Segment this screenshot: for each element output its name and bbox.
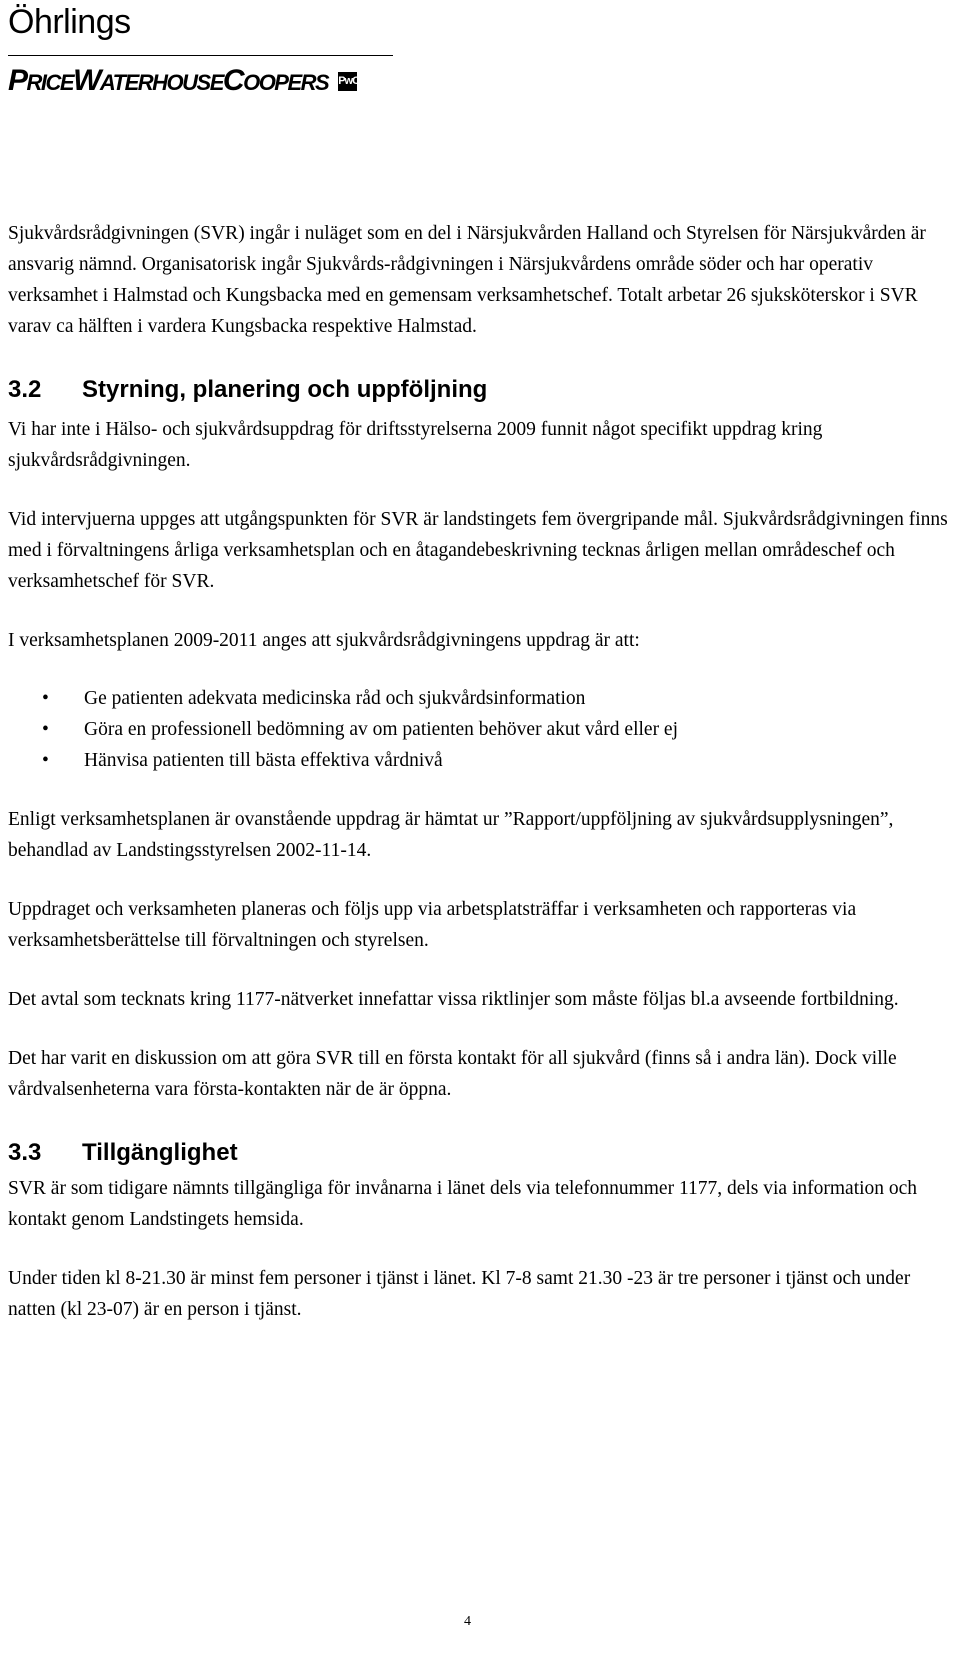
section-heading-3-3: 3.3 Tillgänglighet [8,1139,238,1166]
paragraph: Uppdraget och verksamheten planeras och följs upp via arbetsplatsträffar i verksamheten och rapporteras via verksamhetsberättelse till förvaltningen och styrelsen. [8,899,857,951]
paragraph: Vid intervjuerna uppges att utgångspunkten för SVR är landstingets fem övergripande mål. Sjukvårdsrådgivningen finns med i förvaltningens årliga verksamhetsplan och en åtagandebeskrivning tecknas årligen mellan områdeschef och verksamhetschef för SVR. [8,509,948,592]
document-body [8,218,953,1325]
paragraph: Vi har inte i Hälso- och sjukvårdsuppdrag för driftsstyrelserna 2009 funnit något specifikt uppdrag kring sjukvårdsrådgivningen. [8,419,823,471]
brand-divider [8,55,393,56]
paragraph: I verksamhetsplanen 2009-2011 anges att sjukvårdsrådgivningens uppdrag är att: [8,630,640,651]
bullet-icon: • [42,688,49,709]
bullet-list [8,683,953,776]
bullet-icon: • [42,750,49,771]
brand-mark-icon: PwC [338,72,357,91]
paragraph: Sjukvårdsrådgivningen (SVR) ingår i nuläget som en del i Närsjukvården Halland och Styrelsen för Närsjukvården är ansvarig nämnd. Organisatorisk ingår Sjukvårds-rådgivningen i Närsjukvårdens område söder och har operativ verksamhet i Halmstad och Kungsbacka med en gemensam verksamhetschef. Totalt arbetar 26 sjuksköterskor i SVR varav ca hälften i vardera Kungsbacka respektive Halmstad. [8,223,926,337]
list-item: • Hänvisa patienten till bästa effektiva vårdnivå [8,745,953,776]
page-number: 4 [464,1614,471,1629]
bullet-icon: • [42,719,49,740]
paragraph: Det har varit en diskussion om att göra SVR till en första kontakt för all sjukvård (finns så i andra län). Dock ville vårdvalsenheterna vara första-kontakten när de är öppna. [8,1048,897,1100]
header-logo [8,0,388,97]
paragraph: Under tiden kl 8-21.30 är minst fem personer i tjänst i länet. Kl 7-8 samt 21.30 -23 är tre personer i tjänst och under natten (kl 23-07) är en person i tjänst. [8,1268,911,1320]
list-item: • Ge patienten adekvata medicinska råd och sjukvårdsinformation [8,683,953,714]
brand-name-ohrlings: Öhrlings [8,3,131,41]
paragraph: Enligt verksamhetsplanen är ovanstående uppdrag är hämtat ur ”Rapport/uppföljning av sjukvårdsupplysningen”, behandlad av Landstingsstyrelsen 2002-11-14. [8,809,894,861]
brand-name-pricewaterhousecoopers: PRICEWATERHOUSECOOPERS PwC [8,64,360,97]
section-heading-3-2: 3.2 Styrning, planering och uppföljning [8,376,488,403]
list-item: • Göra en professionell bedömning av om patienten behöver akut vård eller ej [8,714,953,745]
paragraph: Det avtal som tecknats kring 1177-nätverket innefattar vissa riktlinjer som måste följas bl.a avseende fortbildning. [8,989,899,1010]
paragraph: SVR är som tidigare nämnts tillgängliga för invånarna i länet dels via telefonnummer 1177, dels via information och kontakt genom Landstingets hemsida. [8,1178,918,1230]
